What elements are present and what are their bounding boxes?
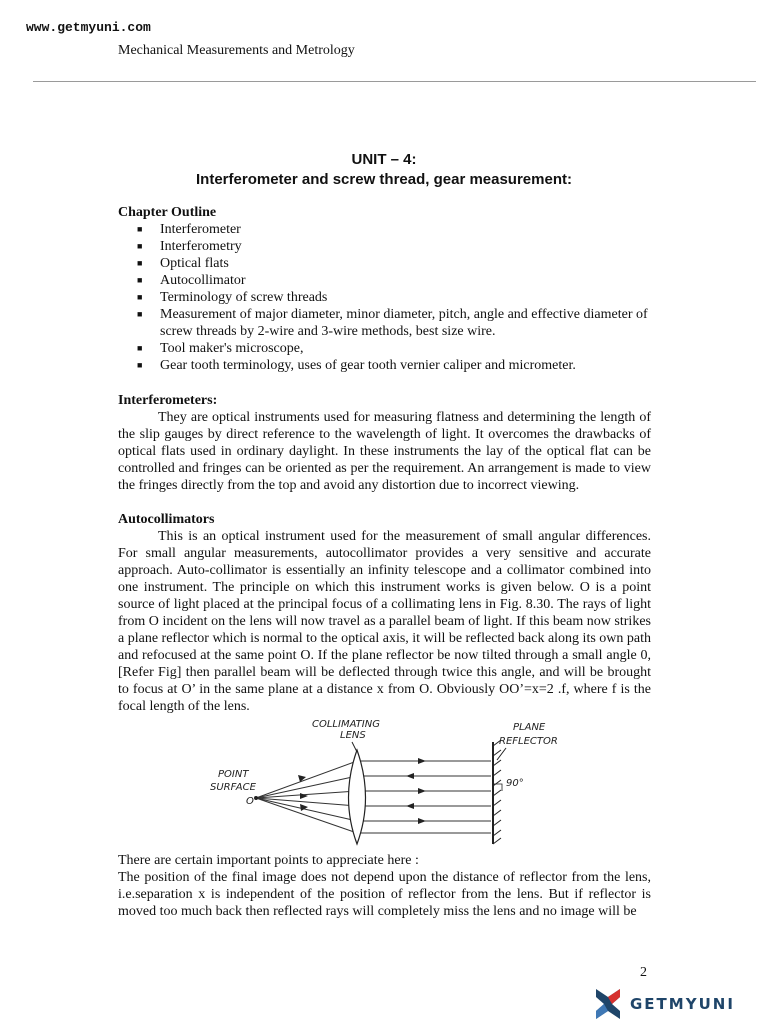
interferometers-paragraph: They are optical instruments used for measuring flatness and determining the length of the slip gauges by direct reference to the wavelength of light. It overcomes the drawbacks of optical flats used in ordinary daylight. In these instruments the lay of the optical flat can be controlled and fringes can be oriented as per the requirement. An arrangement is made to view the fringes directly from the top and avoid any distortion due to incorrect viewing. [118, 410, 651, 493]
bullet-icon: ■ [137, 224, 143, 234]
unit-number: UNIT – 4: [351, 151, 417, 168]
point-label-1: POINT [218, 769, 249, 780]
angle-label: 90° [506, 778, 524, 789]
outline-item: ■ Interferometer [137, 222, 241, 237]
brand-logo [594, 986, 735, 1022]
closing-section [118, 852, 651, 920]
chapter-outline-list [118, 221, 651, 374]
outline-item: ■ Optical flats [137, 256, 229, 271]
autocollimator-diagram [206, 712, 586, 846]
chapter-outline-heading: Chapter Outline [118, 205, 217, 220]
bullet-icon: ■ [137, 292, 143, 302]
outline-item: ■ Tool maker's microscope, [137, 341, 304, 356]
course-title: Mechanical Measurements and Metrology [118, 43, 355, 58]
outline-item: ■ Terminology of screw threads [137, 290, 328, 305]
bullet-icon: ■ [137, 360, 143, 370]
point-label-2: SURFACE [210, 782, 256, 793]
bullet-icon: ■ [137, 241, 143, 251]
autocollimator-diagram-svg [206, 712, 586, 846]
plane-label-2: REFLECTOR [499, 736, 558, 747]
bullet-icon: ■ [137, 258, 143, 268]
closing-intro: There are certain important points to appreciate here : [118, 853, 419, 868]
outline-item: ■ Autocollimator [137, 273, 246, 288]
autocollimators-paragraph: This is an optical instrument used for the measurement of small angular differences. For small angular measurements, autocollimator provides a very sensitive and accurate approach. Auto-collimator is essentially an infinity telescope and a collimator combined into one instrument. The principle on which this instrument works is given below. O is a point source of light placed at the principal focus of a collimating lens in Fig. 8.30. The rays of light from O incident on the lens will now travel as a parallel beam of light. If this beam now strikes a plane reflector which is normal to the optical axis, it will be reflected back along its own path and refocused at the same point O. If the plane reflector be now tilted through a small angle 0, [Refer Fig] then parallel beam will be deflected through twice this angle, and will be brought to focus at O’ in the same plane at a distance x from O. Obviously OO’=x=2 .f, where f is the focal length of the lens. [118, 529, 651, 714]
plane-label-1: PLANE [513, 722, 546, 733]
bullet-icon: ■ [137, 309, 143, 319]
bullet-icon: ■ [137, 275, 143, 285]
brand-name: GETMYUNI [630, 995, 735, 1013]
unit-title: Interferometer and screw thread, gear measurement: [196, 171, 572, 188]
brand-mark-icon [594, 987, 622, 1021]
collimating-lens [349, 750, 366, 844]
unit-heading [0, 150, 768, 190]
outline-item: ■ Interferometry [137, 239, 242, 254]
origin-label: O [246, 796, 254, 807]
document-body [118, 204, 651, 715]
page-number: 2 [640, 965, 647, 980]
interferometers-heading: Interferometers: [118, 393, 218, 408]
collimating-label-2: LENS [340, 730, 366, 741]
collimating-label-1: COLLIMATING [312, 719, 380, 730]
outline-item: ■ Gear tooth terminology, uses of gear tooth vernier caliper and micrometer. [137, 358, 576, 373]
outline-item: ■ Measurement of major diameter, minor diameter, pitch, angle and effective diameter of screw threads by 2-wire and 3-wire methods, best size wire. [137, 307, 648, 339]
bullet-icon: ■ [137, 343, 143, 353]
header-divider [33, 81, 756, 82]
autocollimators-heading: Autocollimators [118, 512, 215, 527]
closing-paragraph: The position of the final image does not depend upon the distance of reflector from the lens, i.e.separation x is independent of the position of reflector from the lens. But if reflector is moved too much back then reflected rays will completely miss the lens and no image will be [118, 870, 651, 919]
site-url: www.getmyuni.com [26, 20, 151, 35]
